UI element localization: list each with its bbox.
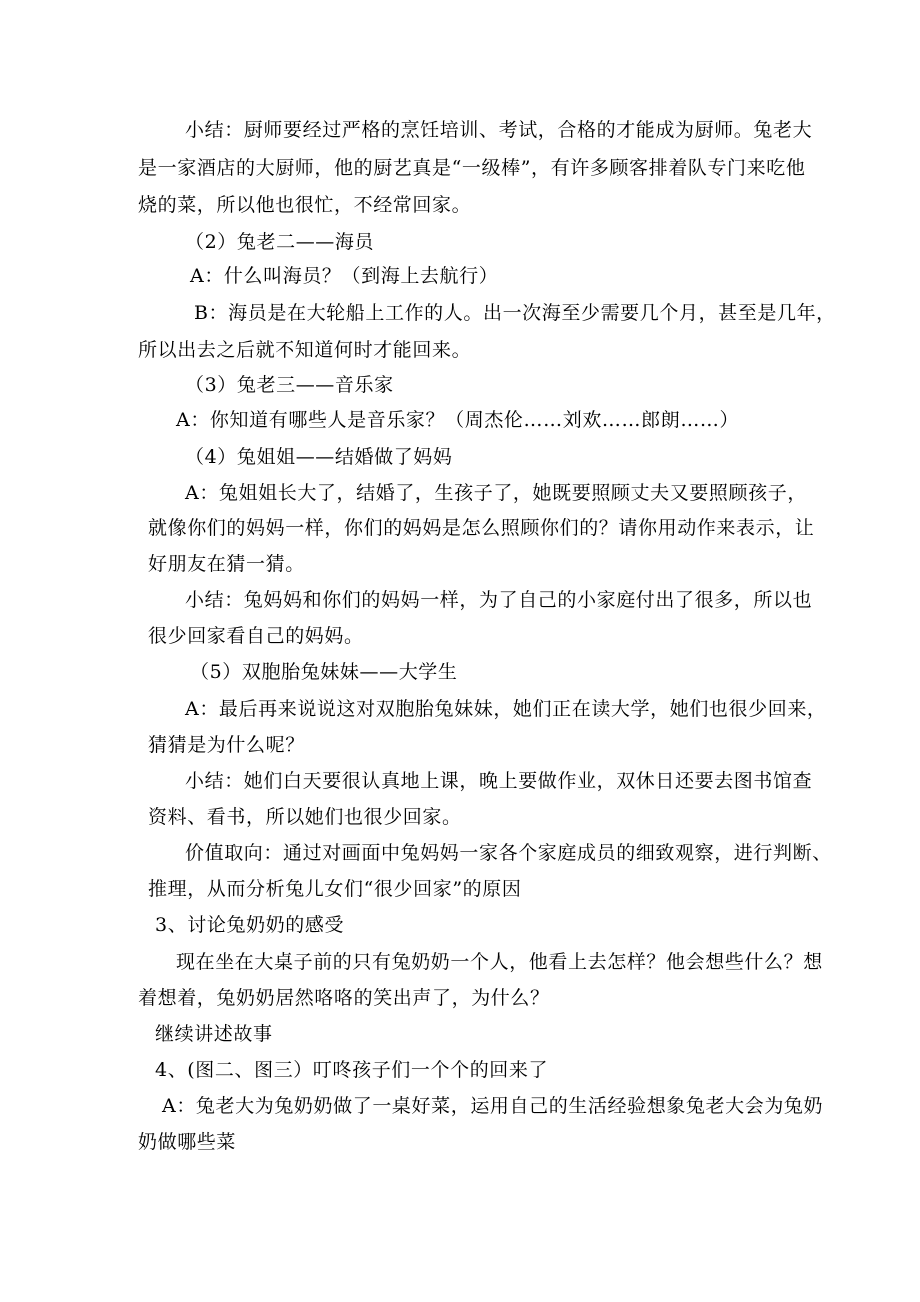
text-line: A：最后再来说说这对双胞胎兔妹妹，她们正在读大学，她们也很少回来， (185, 698, 827, 720)
text-line: A：兔老大为兔奶奶做了一桌好菜，运用自己的生活经验想象兔老大会为兔奶 (162, 1095, 824, 1117)
text-line: 着想着，兔奶奶居然咯咯的笑出声了，为什么？ (138, 987, 550, 1009)
text-line: A：什么叫海员？（到海上去航行） (190, 265, 499, 287)
text-line: 现在坐在大桌子前的只有兔奶奶一个人，他看上去怎样？他会想些什么？想 (176, 951, 823, 973)
text-line: （4）兔姐姐——结婚做了妈妈 (185, 446, 453, 468)
text-line: （5）双胞胎兔妹妹——大学生 (190, 661, 458, 683)
text-line: 继续讲述故事 (155, 1023, 273, 1045)
text-line: 烧的菜，所以他也很忙，不经常回家。 (138, 194, 472, 216)
text-line: B：海员是在大轮船上工作的人。出一次海至少需要几个月，甚至是几年， (194, 302, 836, 324)
text-line: 猜猜是为什么呢？ (148, 734, 305, 756)
text-line: 很少回家看自己的妈妈。 (148, 625, 364, 647)
text-line: 小结：她们白天要很认真地上课，晚上要做作业，双休日还要去图书馆查 (185, 770, 813, 792)
text-line: 所以出去之后就不知道何时才能回来。 (138, 339, 472, 361)
text-line: （2）兔老二——海员 (185, 231, 375, 253)
text-line: 价值取向：通过对画面中兔妈妈一家各个家庭成员的细致观察，进行判断、 (185, 842, 832, 864)
text-line: 4、(图二、图三）叮咚孩子们一个个的回来了 (155, 1059, 549, 1081)
text-line: A：兔姐姐长大了，结婚了，生孩子了，她既要照顾丈夫又要照顾孩子， (185, 482, 807, 504)
text-line: 小结：厨师要经过严格的烹饪培训、考试，合格的才能成为厨师。兔老大 (185, 119, 813, 141)
text-line: 推理，从而分析兔儿女们“很少回家”的原因 (148, 878, 522, 900)
text-line: 小结：兔妈妈和你们的妈妈一样，为了自己的小家庭付出了很多，所以也 (185, 589, 813, 611)
text-line: 奶做哪些菜 (138, 1131, 237, 1153)
text-line: 资料、看书，所以她们也很少回家。 (148, 806, 462, 828)
text-line: 3、讨论兔奶奶的感受 (155, 914, 345, 936)
text-line: （3）兔老三——音乐家 (185, 374, 394, 396)
text-line: A：你知道有哪些人是音乐家？（周杰伦……刘欢……郎朗……） (176, 409, 740, 431)
text-line: 好朋友在猜一猜。 (148, 553, 305, 575)
text-line: 是一家酒店的大厨师，他的厨艺真是“一级棒”，有许多顾客排着队专门来吃他 (138, 157, 806, 179)
text-line: 就像你们的妈妈一样，你们的妈妈是怎么照顾你们的？请你用动作来表示，让 (148, 517, 815, 539)
